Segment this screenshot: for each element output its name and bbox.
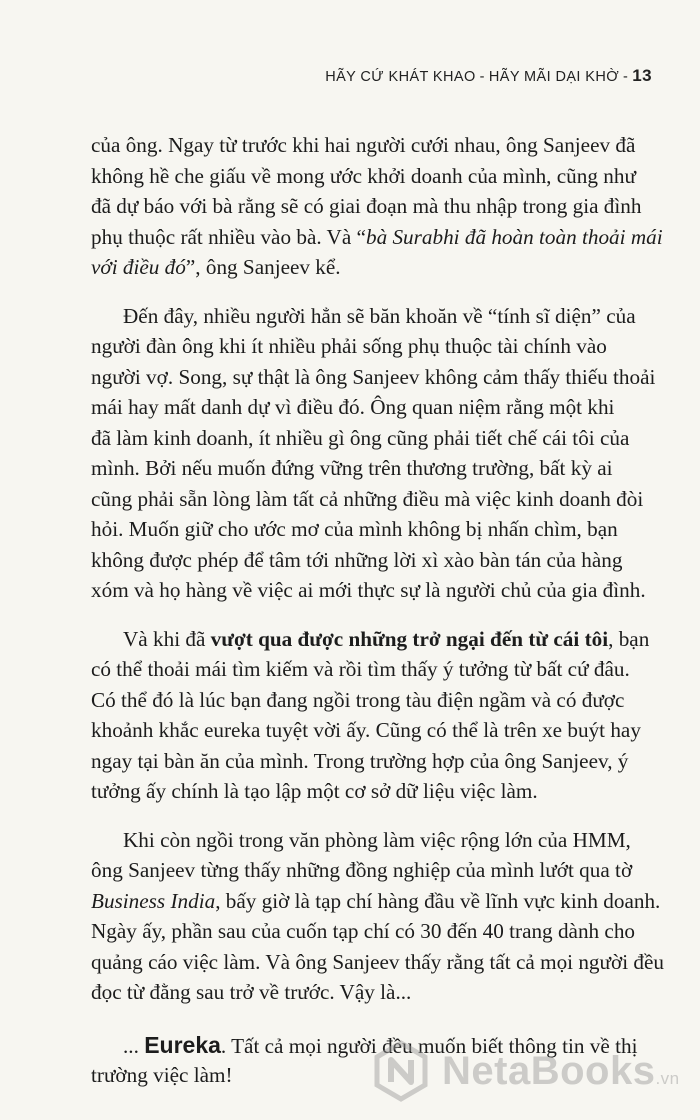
paragraph-gap bbox=[91, 283, 661, 301]
text-line bbox=[91, 886, 661, 917]
text-line: Đến đây, nhiều người hẳn sẽ băn khoăn về “tính sĩ diện” của bbox=[123, 303, 636, 328]
italic-title: Business India bbox=[91, 888, 216, 913]
text-line: có thể thoải mái tìm kiếm và rồi tìm thấy ý tưởng từ bất cứ đâu. bbox=[91, 657, 630, 681]
text-line: của ông. Ngay từ trước khi hai người cưới nhau, ông Sanjeev đã bbox=[91, 133, 636, 157]
text-run: , bạn bbox=[608, 626, 650, 651]
eureka-word: Eureka bbox=[144, 1031, 221, 1058]
paragraph-3 bbox=[91, 624, 661, 807]
text-line: ngay tại bàn ăn của mình. Trong trường hợp của ông Sanjeev, ý bbox=[91, 748, 629, 773]
running-title-left: HÃY CỨ KHÁT KHAO bbox=[325, 69, 476, 85]
text-line: không hề che giấu về mong ước khởi doanh của mình, cũng như bbox=[91, 163, 636, 188]
paragraph-2 bbox=[91, 301, 661, 606]
text-line: Có thể đó là lúc bạn đang ngồi trong tàu điện ngầm và có được bbox=[91, 687, 625, 712]
netabooks-logo-icon bbox=[370, 1040, 432, 1102]
text-line: đọc từ đằng sau trở về trước. Vậy là... bbox=[91, 980, 412, 1004]
text-run: ... bbox=[123, 1033, 145, 1058]
text-line: người đàn ông khi ít nhiều phải sống phụ thuộc tài chính vào bbox=[91, 334, 607, 358]
text-line: Ngày ấy, phần sau của cuốn tạp chí có 30 đến 40 trang dành cho bbox=[91, 919, 636, 943]
header-separator-2: - bbox=[623, 69, 629, 85]
italic-quote: với điều đó bbox=[91, 255, 186, 279]
text-line: cũng phải sẵn lòng làm tất cả những điều mà việc kinh doanh đòi bbox=[91, 486, 644, 511]
text-run: , bấy giờ là tạp chí hàng đầu về lĩnh vực kinh doanh. bbox=[215, 888, 661, 913]
text-line: không được phép để tâm tới những lời xì xào bàn tán của hàng bbox=[91, 547, 623, 572]
text-line: xóm và họ hàng về việc ai mới thực sự là người chủ của gia đình. bbox=[91, 578, 646, 602]
text-line: quảng cáo việc làm. Và ông Sanjeev thấy rằng tất cả mọi người đều bbox=[91, 949, 664, 974]
text-line: khoảnh khắc eureka tuyệt vời ấy. Cũng có thể là trên xe buýt hay bbox=[91, 718, 641, 742]
watermark bbox=[370, 1040, 680, 1102]
text-run: ”, ông Sanjeev kể. bbox=[185, 255, 341, 279]
text-line: ông Sanjeev từng thấy những đồng nghiệp của mình lướt qua tờ bbox=[91, 858, 633, 882]
paragraph-gap bbox=[91, 1008, 661, 1030]
text-line bbox=[91, 624, 661, 655]
text-run: phụ thuộc rất nhiều vào bà. Và “ bbox=[91, 224, 366, 249]
body-text bbox=[91, 130, 664, 1091]
text-run: Và khi đã bbox=[123, 626, 211, 651]
text-line: người vợ. Song, sự thật là ông Sanjeev không cảm thấy thiếu thoải bbox=[91, 364, 656, 389]
running-title-right: HÃY MÃI DẠI KHỜ bbox=[488, 69, 620, 85]
header-separator: - bbox=[479, 69, 485, 85]
watermark-brand: NetaBooks bbox=[442, 1048, 656, 1093]
paragraph-1 bbox=[91, 130, 661, 283]
text-line: mình. Bởi nếu muốn đứng vững trên thương trường, bất kỳ ai bbox=[91, 456, 613, 480]
paragraph-4 bbox=[91, 825, 664, 1008]
text-line: trường việc làm! bbox=[91, 1063, 233, 1087]
running-header bbox=[325, 66, 652, 86]
paragraph-gap bbox=[91, 606, 661, 624]
watermark-suffix: .vn bbox=[655, 1068, 680, 1088]
text-line bbox=[91, 252, 661, 283]
text-line bbox=[91, 222, 661, 253]
text-run: . Tất cả mọi người đều muốn biết thông tin về thị bbox=[220, 1033, 638, 1058]
text-line: hỏi. Muốn giữ cho ước mơ của mình không bị nhấn chìm, bạn bbox=[91, 517, 618, 541]
text-line: Khi còn ngồi trong văn phòng làm việc rộng lớn của HMM, bbox=[123, 827, 631, 852]
watermark-text bbox=[442, 1049, 680, 1094]
paragraph-gap bbox=[91, 807, 661, 825]
page-number: 13 bbox=[632, 66, 652, 85]
text-line: tưởng ấy chính là tạo lập một cơ sở dữ liệu việc làm. bbox=[91, 779, 538, 803]
text-line: mái hay mất danh dự vì điều đó. Ông quan niệm rằng một khi bbox=[91, 395, 615, 419]
text-line: đã dự báo với bà rằng sẽ có giai đoạn mà thu nhập trong gia đình bbox=[91, 194, 642, 218]
text-line: đã làm kinh doanh, ít nhiều gì ông cũng phải tiết chế cái tôi của bbox=[91, 425, 630, 450]
italic-quote: bà Surabhi đã hoàn toàn thoải mái bbox=[365, 224, 663, 249]
bold-phrase: vượt qua được những trở ngại đến từ cái tôi bbox=[210, 626, 609, 651]
